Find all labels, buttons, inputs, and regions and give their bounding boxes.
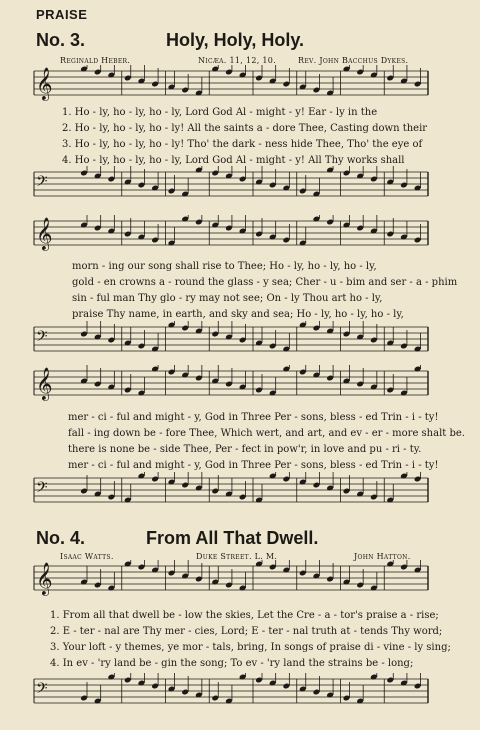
hymn-3-number: No. 3. bbox=[36, 30, 86, 50]
staff-treble-1 bbox=[0, 65, 480, 109]
svg-text:𝄞: 𝄞 bbox=[36, 67, 53, 100]
lyric-line: 2. Ho - ly, ho - ly, ho - ly! All the saints a - dore Thee, Casting down their bbox=[62, 123, 428, 134]
lyric-line: 4. Ho - ly, ho - ly, ho - ly, Lord God Al - might - y! All Thy works shall bbox=[62, 155, 405, 166]
lyric-line: 2. E - ter - nal are Thy mer - cies, Lord; E - ter - nal truth at - tends Thy word; bbox=[50, 626, 443, 637]
svg-text:𝄞: 𝄞 bbox=[36, 562, 53, 595]
lyric-line: 3. Ho - ly, ho - ly, ho - ly! Tho' the dark - ness hide Thee, Tho' the eye of bbox=[62, 139, 423, 150]
staff-treble-2 bbox=[0, 215, 480, 259]
lyric-line: there is none be - side Thee, Per - fect in pow'r, in love and pu - ri - ty. bbox=[68, 444, 422, 455]
lyric-line: 3. Your loft - y themes, ye mor - tals, bring, In songs of praise di - vine - ly sing; bbox=[50, 642, 451, 653]
lyric-line: gold - en crowns a - round the glass - y sea; Cher - u - bim and ser - a - phim bbox=[72, 277, 458, 288]
hymn-4-number: No. 4. bbox=[36, 528, 86, 548]
lyric-line: mer - ci - ful and might - y, God in Three Per - sons, bless - ed Trin - i - ty! bbox=[68, 412, 439, 423]
svg-text:𝄞: 𝄞 bbox=[36, 367, 53, 400]
hymn-3-composer: Rev. John Bacchus Dykes. bbox=[298, 56, 409, 65]
staff-bass-1 bbox=[0, 166, 480, 210]
hymn-3-title: Holy, Holy, Holy. bbox=[166, 30, 305, 50]
svg-text:𝄢: 𝄢 bbox=[36, 680, 48, 701]
hymn-4-title: From All That Dwell. bbox=[146, 528, 319, 548]
lyric-line: mer - ci - ful and might - y, God in Three Per - sons, bless - ed Trin - i - ty! bbox=[68, 460, 439, 471]
hymn-3-author: Reginald Heber. bbox=[60, 56, 131, 65]
lyric-line: praise Thy name, in earth, and sky and sea; Ho - ly, ho - ly, ho - ly, bbox=[72, 309, 404, 320]
hymn-3-tune: Nicæa. 11, 12, 10. bbox=[198, 56, 277, 65]
svg-text:𝄢: 𝄢 bbox=[36, 328, 48, 349]
staff-bass-2 bbox=[0, 321, 480, 365]
hymn-4-author: Isaac Watts. bbox=[60, 552, 114, 561]
lyric-line: 1. From all that dwell be - low the skies, Let the Cre - a - tor's praise a - rise; bbox=[50, 610, 439, 621]
staff-treble-3 bbox=[0, 365, 480, 409]
svg-text:𝄢: 𝄢 bbox=[36, 479, 48, 500]
lyric-line: 4. In ev - 'ry land be - gin the song; To ev - 'ry land the strains be - long; bbox=[50, 658, 414, 669]
hymn-4-composer: John Hatton. bbox=[354, 552, 411, 561]
section-label: PRAISE bbox=[36, 7, 88, 22]
staff-bass-4 bbox=[0, 673, 480, 717]
staff-bass-3 bbox=[0, 472, 480, 516]
svg-text:𝄞: 𝄞 bbox=[36, 217, 53, 250]
lyric-line: fall - ing down be - fore Thee, Which wert, and art, and ev - er - more shalt be. bbox=[68, 428, 465, 439]
staff-treble-4 bbox=[0, 560, 480, 604]
lyric-line: sin - ful man Thy glo - ry may not see; On - ly Thou art ho - ly, bbox=[72, 293, 383, 304]
lyric-line: morn - ing our song shall rise to Thee; Ho - ly, ho - ly, ho - ly, bbox=[72, 261, 377, 272]
lyric-line: 1. Ho - ly, ho - ly, ho - ly, Lord God Al - might - y! Ear - ly in the bbox=[62, 107, 378, 118]
svg-text:𝄢: 𝄢 bbox=[36, 173, 48, 194]
hymn-4-tune: Duke Street. L. M. bbox=[196, 552, 278, 561]
